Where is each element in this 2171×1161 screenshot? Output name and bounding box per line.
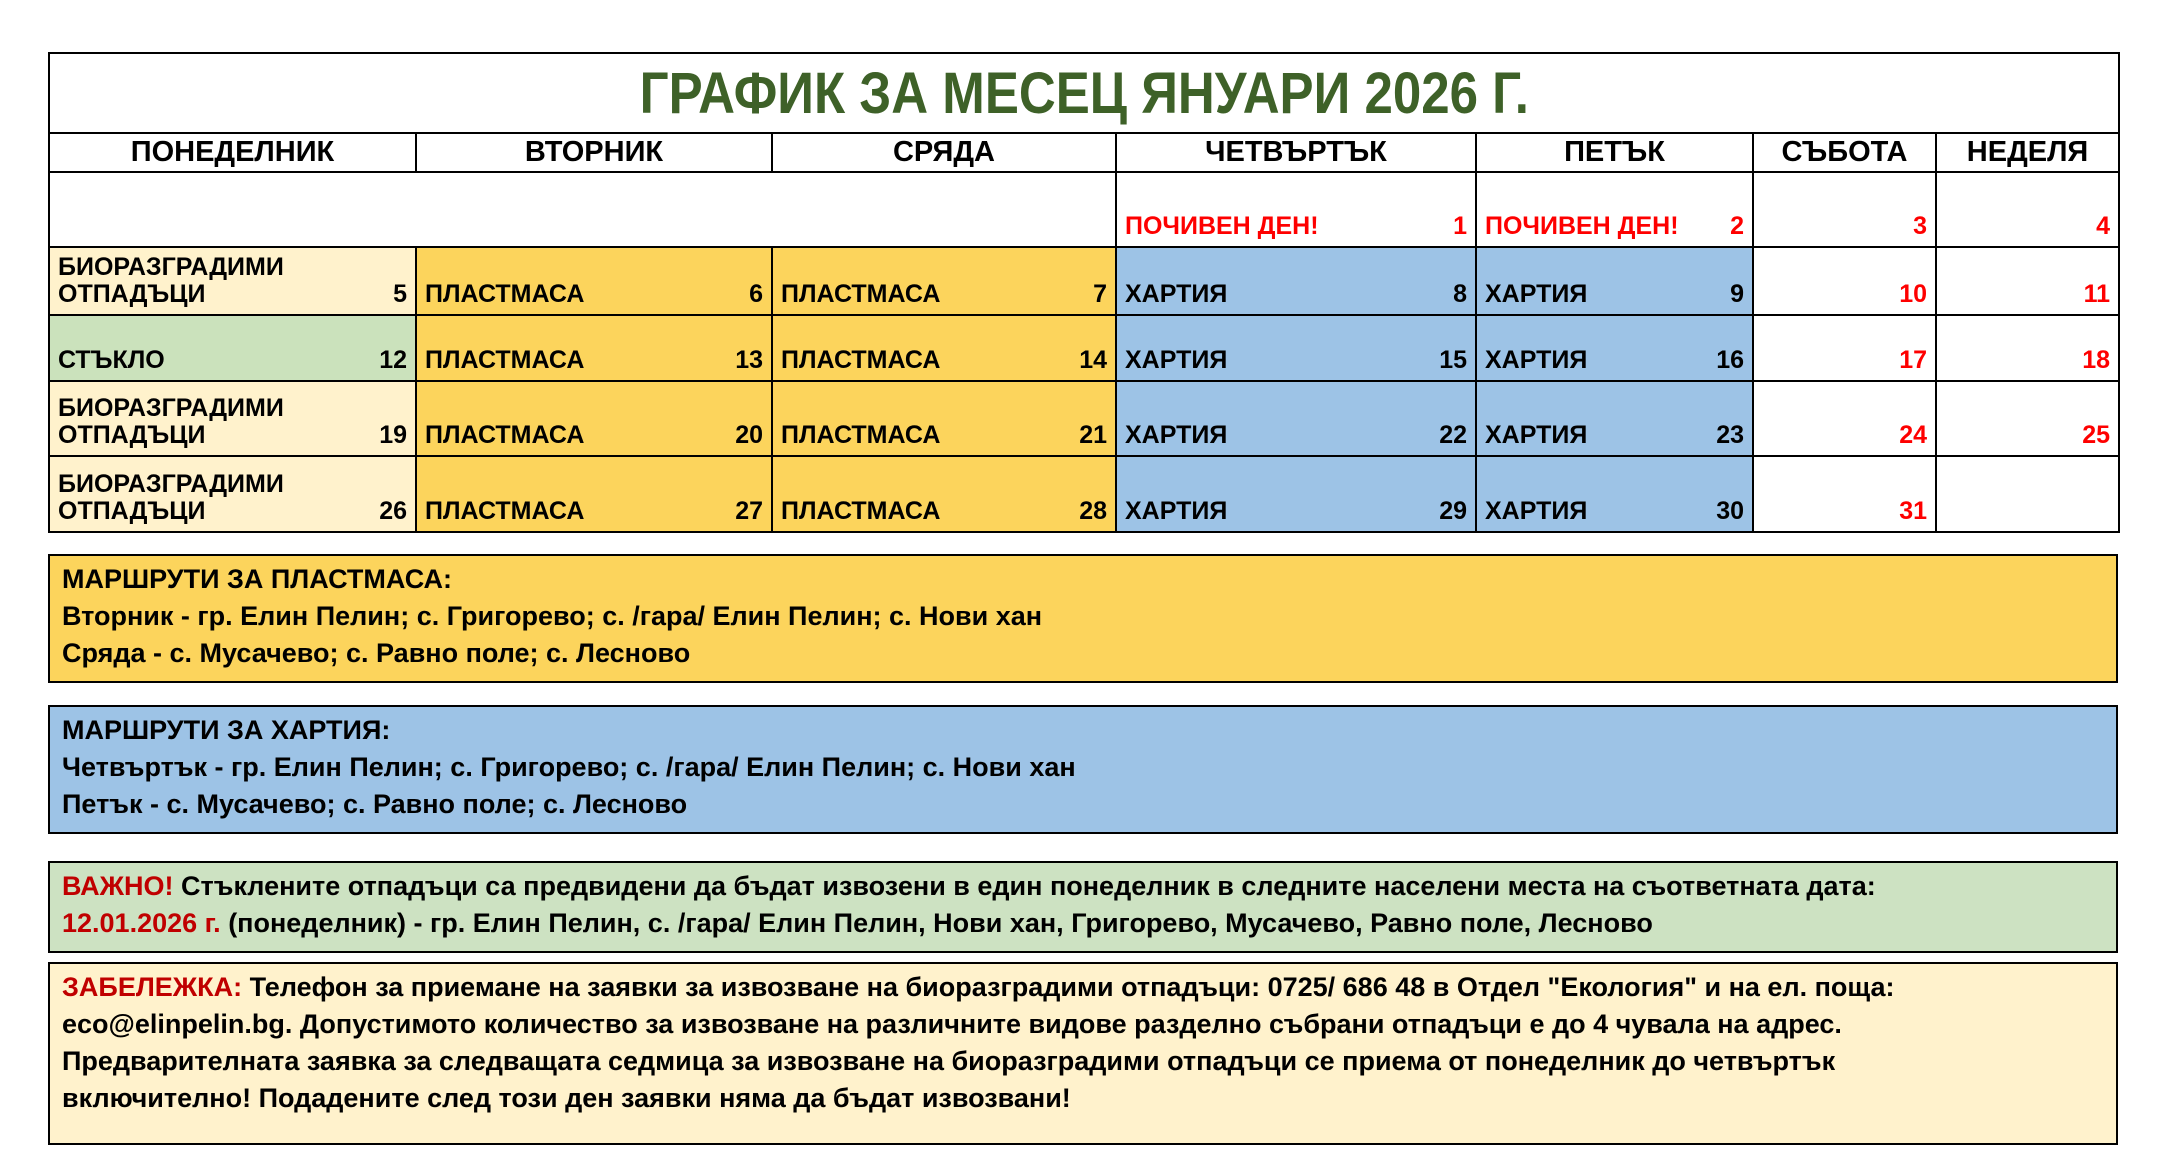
calendar-cell-weekend: 31: [1753, 456, 1936, 532]
calendar-cell-plastic: ПЛАСТМАСА 6: [416, 247, 772, 315]
calendar-cell-plastic: ПЛАСТМАСА 27: [416, 456, 772, 532]
calendar-cell-weekend: 4: [1936, 172, 2119, 247]
note-box: [48, 962, 2118, 1145]
calendar-cell-weekend: 3: [1753, 172, 1936, 247]
calendar-cell-paper: ХАРТИЯ 22: [1116, 381, 1476, 456]
calendar-cell-plastic: ПЛАСТМАСА 13: [416, 315, 772, 381]
plastic-routes-box: [48, 554, 2118, 683]
calendar-cell-bio: БИОРАЗГРАДИМИ ОТПАДЪЦИ 26: [49, 456, 416, 532]
calendar-cell-plastic: ПЛАСТМАСА 28: [772, 456, 1116, 532]
calendar-cell-glass: СТЪКЛО 12: [49, 315, 416, 381]
paper-routes-header: МАРШРУТИ ЗА ХАРТИЯ:: [62, 715, 391, 745]
calendar-cell-weekend: 11: [1936, 247, 2119, 315]
plastic-routes-wednesday: Сряда - с. Мусачево; с. Равно поле; с. Лесново: [62, 638, 691, 668]
note-line-1: ЗАБЕЛЕЖКА: Телефон за приемане на заявки за извозване на биоразградими отпадъци: 0725/ 686 48 в Отдел "Екология" и на ел. поща:: [62, 972, 1895, 1002]
day-header-wednesday: СРЯДА: [772, 133, 1116, 172]
week-row-1: [49, 172, 2119, 247]
calendar-cell-weekend: 10: [1753, 247, 1936, 315]
paper-routes-friday: Петък - с. Мусачево; с. Равно поле; с. Лесново: [62, 789, 688, 819]
day-header-monday: ПОНЕДЕЛНИК: [49, 133, 416, 172]
plastic-routes-header: МАРШРУТИ ЗА ПЛАСТМАСА:: [62, 564, 453, 594]
day-header-saturday: СЪБОТА: [1753, 133, 1936, 172]
calendar-cell-weekend: 17: [1753, 315, 1936, 381]
calendar-cell-weekend: 25: [1936, 381, 2119, 456]
title-row: [49, 53, 2119, 133]
calendar-cell-holiday: ПОЧИВЕН ДЕН! 2: [1476, 172, 1753, 247]
day-header-thursday: ЧЕТВЪРТЪК: [1116, 133, 1476, 172]
calendar-cell-paper: ХАРТИЯ 9: [1476, 247, 1753, 315]
day-header-tuesday: ВТОРНИК: [416, 133, 772, 172]
calendar-cell-bio: БИОРАЗГРАДИМИ ОТПАДЪЦИ 19: [49, 381, 416, 456]
paper-routes-thursday: Четвъртък - гр. Елин Пелин; с. Григорево; с. /гара/ Елин Пелин; с. Нови хан: [62, 752, 1076, 782]
calendar-cell-plastic: ПЛАСТМАСА 21: [772, 381, 1116, 456]
note-label: ЗАБЕЛЕЖКА:: [62, 972, 243, 1002]
week-row-4: [49, 381, 2119, 456]
calendar-cell-paper: ХАРТИЯ 29: [1116, 456, 1476, 532]
calendar-cell-empty: [1936, 456, 2119, 532]
calendar-cell-empty: [49, 172, 1116, 247]
calendar-cell-paper: ХАРТИЯ 23: [1476, 381, 1753, 456]
day-header-sunday: НЕДЕЛЯ: [1936, 133, 2119, 172]
day-header-friday: ПЕТЪК: [1476, 133, 1753, 172]
schedule-table: [48, 52, 2120, 533]
week-row-2: [49, 247, 2119, 315]
calendar-cell-holiday: ПОЧИВЕН ДЕН! 1: [1116, 172, 1476, 247]
schedule-sheet: [48, 52, 2118, 1145]
week-row-3: [49, 315, 2119, 381]
calendar-cell-paper: ХАРТИЯ 16: [1476, 315, 1753, 381]
calendar-cell-paper: ХАРТИЯ 15: [1116, 315, 1476, 381]
note-line-3: Предварителната заявка за следващата седмица за извозване на биоразградими отпадъци се приема от понеделник до четвъртък: [62, 1046, 1836, 1076]
calendar-cell-weekend: 24: [1753, 381, 1936, 456]
calendar-cell-plastic: ПЛАСТМАСА 20: [416, 381, 772, 456]
important-date: 12.01.2026 г.: [62, 908, 221, 938]
calendar-cell-plastic: ПЛАСТМАСА 14: [772, 315, 1116, 381]
note-line-4: включително! Подадените след този ден заявки няма да бъдат извозвани!: [62, 1083, 1071, 1113]
important-label: ВАЖНО!: [62, 871, 174, 901]
important-line-1: ВАЖНО! Стъклените отпадъци са предвидени да бъдат извозени в един понеделник в следните населени места на съответната дата:: [62, 871, 1876, 901]
note-line-2: eco@elinpelin.bg. Допустимото количество за извозване на различните видове разделно събрани отпадъци е до 4 чувала на адрес.: [62, 1009, 1842, 1039]
calendar-cell-weekend: 18: [1936, 315, 2119, 381]
calendar-cell-plastic: ПЛАСТМАСА 7: [772, 247, 1116, 315]
important-line-2: 12.01.2026 г. (понеделник) - гр. Елин Пелин, с. /гара/ Елин Пелин, Нови хан, Григорево, Мусачево, Равно поле, Лесново: [62, 908, 1653, 938]
calendar-cell-paper: ХАРТИЯ 8: [1116, 247, 1476, 315]
page-title-cell: [49, 53, 2119, 133]
calendar-cell-paper: ХАРТИЯ 30: [1476, 456, 1753, 532]
calendar-cell-bio: БИОРАЗГРАДИМИ ОТПАДЪЦИ 5: [49, 247, 416, 315]
important-box: [48, 861, 2118, 953]
paper-routes-box: [48, 705, 2118, 834]
plastic-routes-tuesday: Вторник - гр. Елин Пелин; с. Григорево; с. /гара/ Елин Пелин; с. Нови хан: [62, 601, 1043, 631]
week-row-5: [49, 456, 2119, 532]
day-header-row: [49, 133, 2119, 172]
page-title: ГРАФИК ЗА МЕСЕЦ ЯНУАРИ 2026 Г.: [639, 60, 1529, 126]
